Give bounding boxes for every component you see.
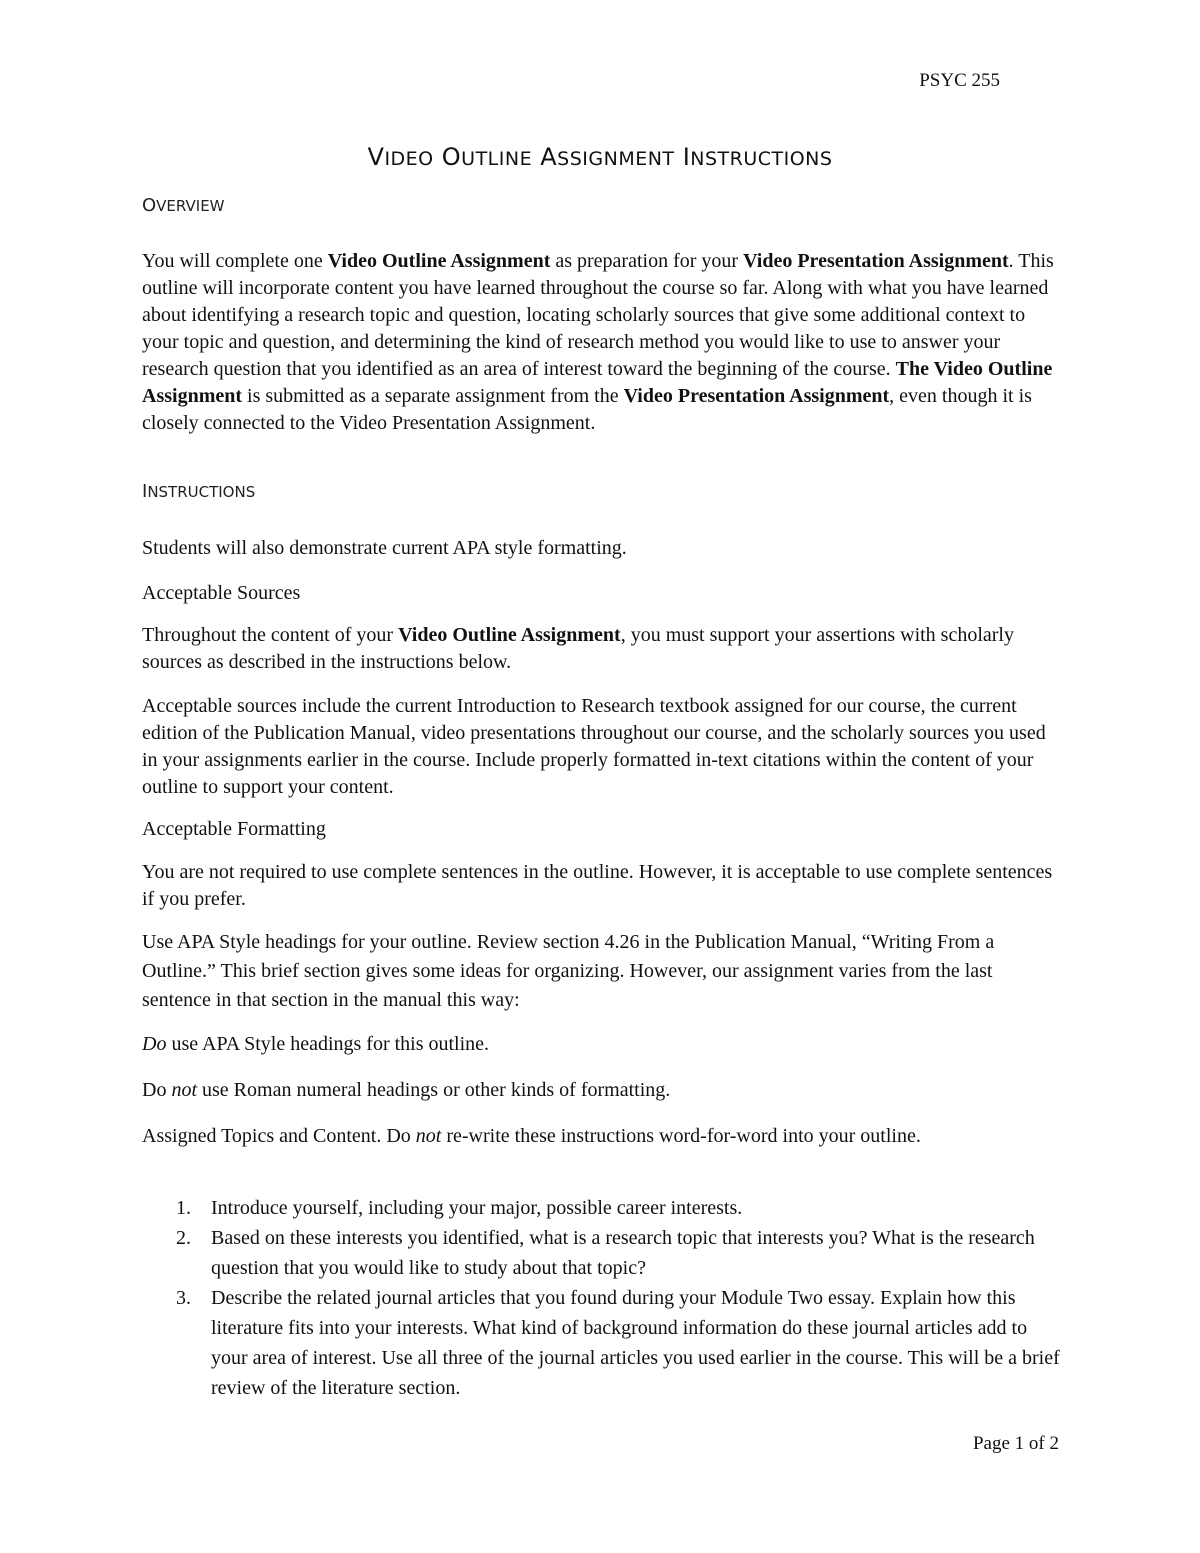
apa-line: Students will also demonstrate current APA style formatting. xyxy=(142,537,627,559)
course-code: PSYC 255 xyxy=(919,70,1000,91)
overview-paragraph: You will complete one Video Outline Assignment as preparation for your Video Presentation Assignment. This outline will incorporate content you have learned throughout the course so far. Along with what you have learned about identifying a research topic and question, locating scholarly sources that give some additional context to your topic and question, and determining the kind of research method you would like to use to answer your research question that you identified as an area of interest toward the beginning of the course. The Video Outline Assignment is submitted as a separate assignment from the Video Presentation Assignment, even though it is closely connected to the Video Presentation Assignment. xyxy=(142,250,1054,434)
assigned-topics-paragraph: Assigned Topics and Content. Do not re-write these instructions word-for-word into your outline. xyxy=(142,1125,921,1147)
formatting-paragraph-1: You are not required to use complete sentences in the outline. However, it is acceptable to use complete sentences if you prefer. xyxy=(142,861,1053,910)
do-not-line: Do not use Roman numeral headings or other kinds of formatting. xyxy=(142,1079,671,1101)
page-number: Page 1 of 2 xyxy=(972,1433,1059,1454)
list-item: 3. Describe the related journal articles that you found during your Module Two essay. Explain how this literature fits into your interests. What kind of background information do these journal articles add to your area of interest. Use all three of the journal articles you used earlier in the course. This will be a brief review of the literature section. xyxy=(176,1287,1060,1399)
list-item: 2. Based on these interests you identified, what is a research topic that interests you? What is the research question that you would like to study about that topic? xyxy=(176,1227,1035,1279)
do-line: Do use APA Style headings for this outline. xyxy=(142,1033,490,1055)
list-item: 1. Introduce yourself, including your major, possible career interests. xyxy=(176,1197,743,1219)
sources-paragraph-2: Acceptable sources include the current Introduction to Research textbook assigned for our course, the current edition of the Publication Manual, video presentations throughout our course, and the scholarly sources you used in your assignments earlier in the course. Include properly formatted in-text citations within the content of your outline to support your content. xyxy=(142,695,1046,798)
overview-heading: OVERVIEW xyxy=(142,195,225,216)
page-title: VIDEO OUTLINE ASSIGNMENT INSTRUCTIONS xyxy=(367,143,833,171)
sources-paragraph-1: Throughout the content of your Video Outline Assignment, you must support your assertions with scholarly sources as described in the instructions below. xyxy=(142,624,1014,673)
formatting-heading: Acceptable Formatting xyxy=(142,818,326,840)
instructions-heading: INSTRUCTIONS xyxy=(142,481,256,502)
assigned-topics-list xyxy=(142,1193,1062,1403)
sources-heading: Acceptable Sources xyxy=(142,582,301,604)
formatting-paragraph-2: Use APA Style headings for your outline. Review section 4.26 in the Publication Manual, “Writing From a Outline.” This brief section gives some ideas for organizing. However, our assignment varies from the last sentence in that section in the manual this way: xyxy=(142,931,995,1011)
